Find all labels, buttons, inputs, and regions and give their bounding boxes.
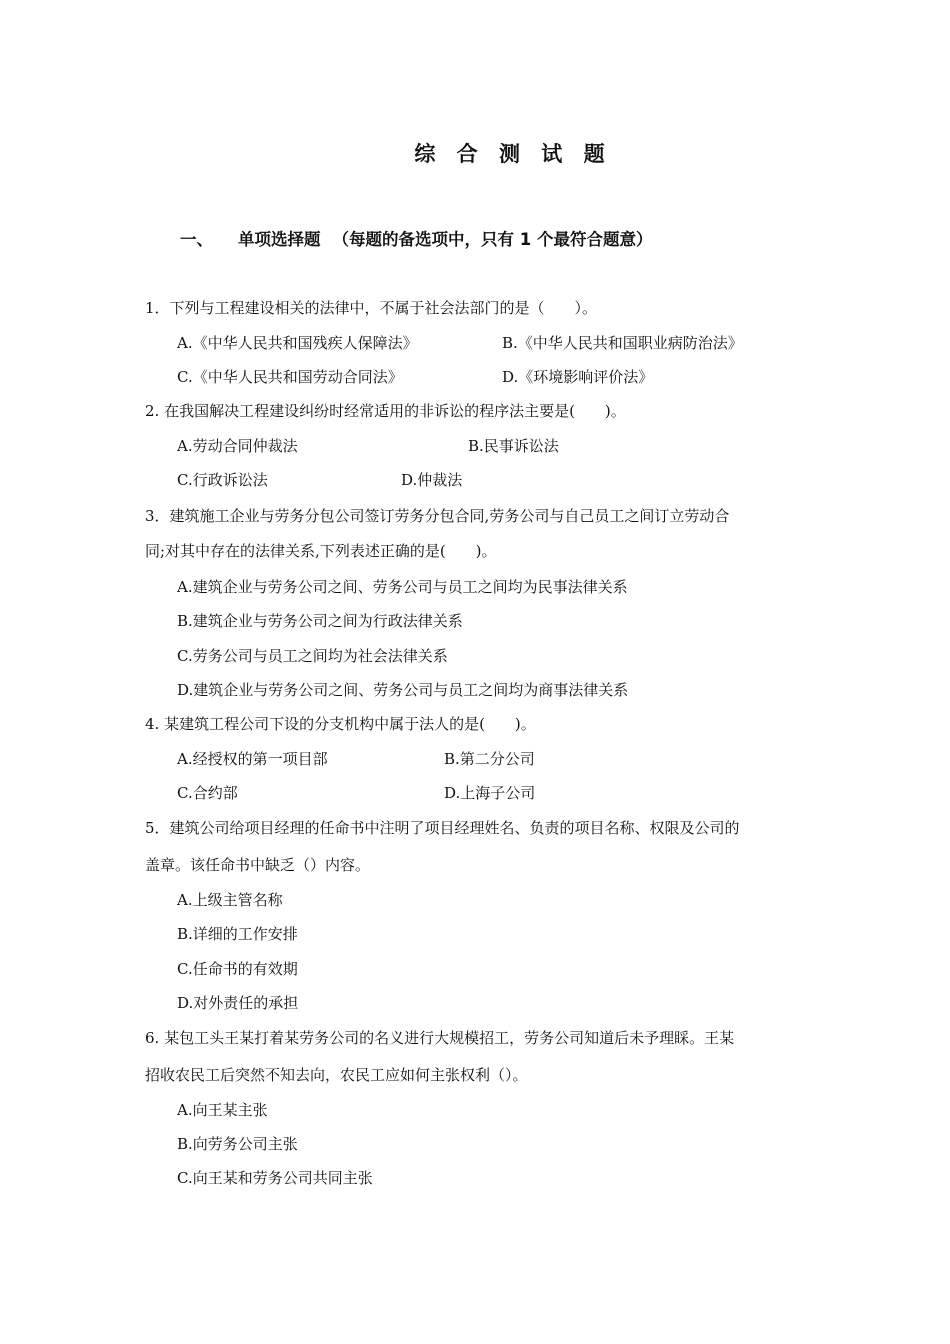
question-5-option-a: A.上级主管名称 bbox=[177, 891, 283, 909]
section-heading bbox=[180, 226, 652, 250]
question-2-option-b: B.民事诉讼法 bbox=[468, 437, 559, 455]
question-4-option-b: B.第二分公司 bbox=[444, 750, 535, 768]
question-2-text: 2. 在我国解决工程建设纠纷时经常适用的非诉讼的程序法主要是( )。 bbox=[145, 402, 626, 420]
question-1-option-b: B.《中华人民共和国职业病防治法》 bbox=[502, 334, 743, 352]
question-5-text-line-1: 5．建筑公司给项目经理的任命书中注明了项目经理姓名、负责的项目名称、权限及公司的 bbox=[145, 819, 740, 837]
question-2-option-d: D.仲裁法 bbox=[401, 471, 463, 489]
question-6-text-line-1: 6. 某包工头王某打着某劳务公司的名义进行大规模招工，劳务公司知道后未予理睬。王某 bbox=[145, 1029, 735, 1047]
question-3-option-b: B.建筑企业与劳务公司之间为行政法律关系 bbox=[177, 612, 463, 630]
question-2-option-c: C.行政诉讼法 bbox=[177, 471, 268, 489]
question-6-text-line-2: 招收农民工后突然不知去向，农民工应如何主张权利（）。 bbox=[145, 1066, 528, 1084]
question-1-option-c: C.《中华人民共和国劳动合同法》 bbox=[177, 368, 403, 386]
question-4-option-d: D.上海子公司 bbox=[444, 784, 536, 802]
question-3-option-d: D.建筑企业与劳务公司之间、劳务公司与员工之间均为商事法律关系 bbox=[177, 681, 629, 699]
question-5-option-b: B.详细的工作安排 bbox=[177, 925, 298, 943]
question-4-option-a: A.经授权的第一项目部 bbox=[177, 750, 328, 768]
question-3-text-line-1: 3．建筑施工企业与劳务分包公司签订劳务分包合同,劳务公司与自己员工之间订立劳动合 bbox=[145, 507, 730, 525]
question-1-text: 1．下列与工程建设相关的法律中，不属于社会法部门的是（ ）。 bbox=[145, 299, 598, 317]
question-6-option-a: A.向王某主张 bbox=[177, 1101, 268, 1119]
question-1-option-a: A.《中华人民共和国残疾人保障法》 bbox=[177, 334, 418, 352]
question-3-option-c: C.劳务公司与员工之间均为社会法律关系 bbox=[177, 647, 448, 665]
question-5-option-c: C.任命书的有效期 bbox=[177, 960, 298, 978]
section-number: 一、 bbox=[180, 230, 213, 249]
question-5-option-d: D.对外责任的承担 bbox=[177, 994, 299, 1012]
question-3-text-line-2: 同;对其中存在的法律关系,下列表述正确的是( )。 bbox=[145, 542, 497, 560]
question-4-text: 4. 某建筑工程公司下设的分支机构中属于法人的是( )。 bbox=[145, 715, 536, 733]
question-1-option-d: D.《环境影响评价法》 bbox=[502, 368, 654, 386]
section-label: 单项选择题 bbox=[238, 230, 321, 249]
section-note: （每题的备选项中，只有 1 个最符合题意） bbox=[332, 230, 653, 249]
question-2-option-a: A.劳动合同仲裁法 bbox=[177, 437, 298, 455]
question-4-option-c: C.合约部 bbox=[177, 784, 238, 802]
page-title: 综 合 测 试 题 bbox=[414, 142, 612, 166]
question-6-option-c: C.向王某和劳务公司共同主张 bbox=[177, 1169, 373, 1187]
question-6-option-b: B.向劳务公司主张 bbox=[177, 1135, 298, 1153]
question-5-text-line-2: 盖章。该任命书中缺乏（）内容。 bbox=[145, 856, 371, 874]
question-3-option-a: A.建筑企业与劳务公司之间、劳务公司与员工之间均为民事法律关系 bbox=[177, 578, 628, 596]
